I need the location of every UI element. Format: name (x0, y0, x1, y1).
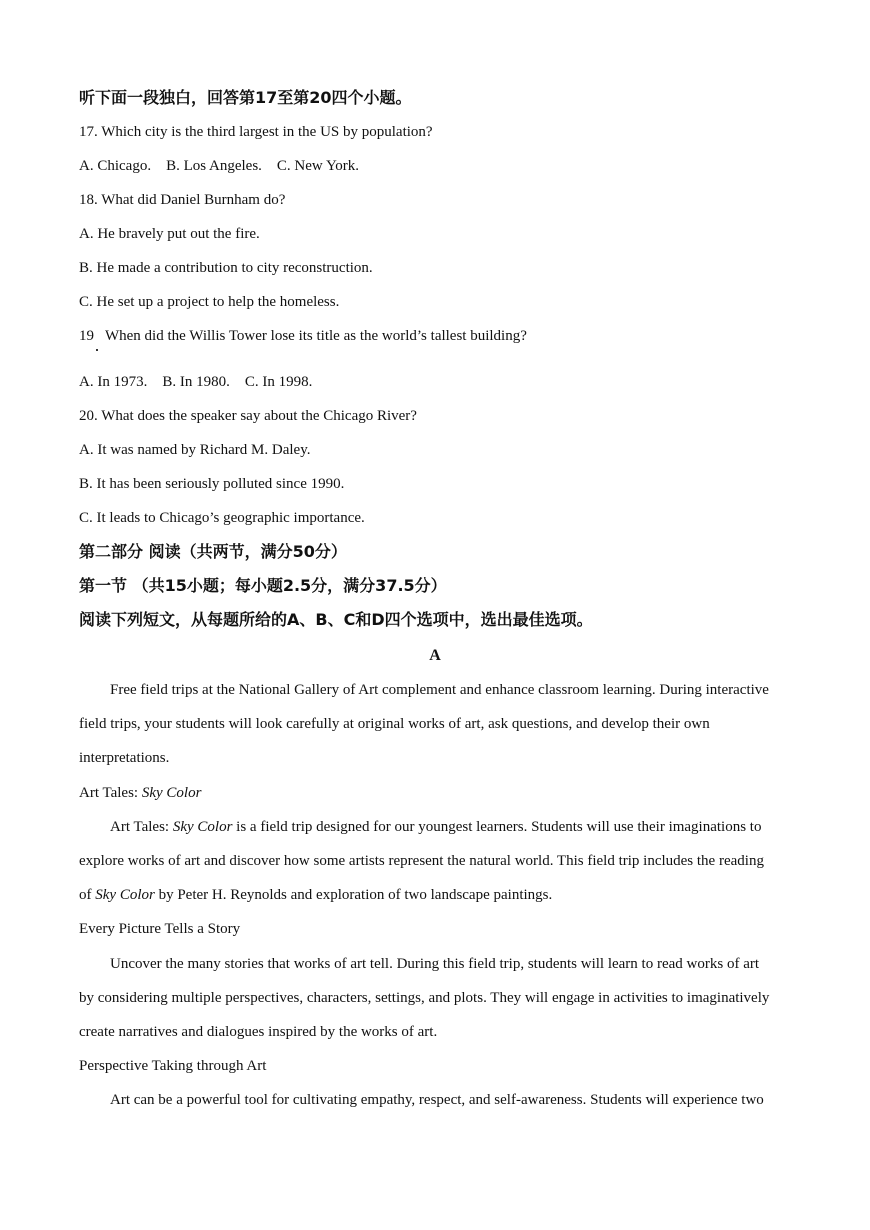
question-19-options (79, 372, 312, 392)
passage-intro-line-3: interpretations. (79, 750, 170, 766)
option-b: B. Los Angeles. (166, 158, 262, 174)
option-c: C. In 1998. (244, 374, 313, 390)
heading-italic: Sky Color (141, 785, 202, 801)
option-a: A. Chicago. (79, 158, 152, 174)
question-17: 17. Which city is the third largest in the US by population? (79, 124, 433, 140)
text-part: by Peter H. Reynolds and exploration of two landscape paintings. (154, 887, 553, 903)
passage-label: A (429, 647, 441, 664)
option-c: C. New York. (276, 158, 360, 174)
sky-color-line-1 (110, 817, 761, 837)
question-18-option-c: C. He set up a project to help the homeless. (79, 294, 340, 310)
text-part: of (79, 887, 96, 903)
section-heading-every-picture: Every Picture Tells a Story (79, 921, 241, 937)
sky-color-line-2: explore works of art and discover how some artists represent the natural world. This field trip includes the reading (79, 853, 764, 869)
question-20-option-b: B. It has been seriously polluted since 1990. (79, 476, 345, 492)
option-b: B. In 1980. (162, 374, 230, 390)
every-picture-line-1: Uncover the many stories that works of art tell. During this field trip, students will learn to read works of art (110, 956, 760, 972)
every-picture-line-2: by considering multiple perspectives, characters, settings, and plots. They will engage in activities to imaginatively (79, 990, 770, 1006)
option-a: A. In 1973. (79, 374, 148, 390)
passage-intro-line-2: field trips, your students will look carefully at original works of art, ask questions, and develop their own (79, 716, 710, 732)
section-heading-perspective: Perspective Taking through Art (79, 1058, 267, 1074)
italic-title: Sky Color (172, 819, 233, 835)
question-18-option-b: B. He made a contribution to city reconstruction. (79, 260, 373, 276)
question-18-option-a: A. He bravely put out the fire. (79, 226, 260, 242)
text-part: Art Tales: (110, 819, 173, 835)
reading-instruction: 阅读下列短文，从每题所给的A、B、C和D四个选项中，选出最佳选项。 (79, 610, 593, 629)
part2-title: 第二部分 阅读（共两节，满分50分） (79, 542, 347, 561)
listening-section-intro: 听下面一段独白，回答第17至第20四个小题。 (79, 88, 412, 107)
section-heading-sky-color (79, 783, 201, 803)
perspective-line-1: Art can be a powerful tool for cultivating empathy, respect, and self-awareness. Students will experience two (110, 1092, 764, 1108)
passage-intro-line-1: Free field trips at the National Gallery of Art complement and enhance classroom learning. During interactive (110, 682, 769, 698)
question-20: 20. What does the speaker say about the Chicago River? (79, 408, 417, 424)
section1-title: 第一节 （共15小题；每小题2.5分，满分37.5分） (79, 576, 447, 595)
every-picture-line-3: create narratives and dialogues inspired by the works of art. (79, 1024, 438, 1040)
question-19-number: 19 (79, 328, 94, 344)
sky-color-line-3 (79, 885, 552, 905)
question-20-option-a: A. It was named by Richard M. Daley. (79, 442, 311, 458)
stray-dot-mark (96, 349, 98, 351)
question-19-text: When did the Willis Tower lose its title as the world’s tallest building? (104, 328, 527, 344)
italic-title: Sky Color (95, 887, 155, 903)
question-20-option-c: C. It leads to Chicago’s geographic importance. (79, 510, 365, 526)
question-19 (79, 326, 527, 346)
heading-plain: Art Tales: (79, 785, 142, 801)
question-18: 18. What did Daniel Burnham do? (79, 192, 286, 208)
text-part: is a field trip designed for our youngest learners. Students will use their imaginations to (232, 819, 762, 835)
question-17-options (79, 156, 359, 176)
